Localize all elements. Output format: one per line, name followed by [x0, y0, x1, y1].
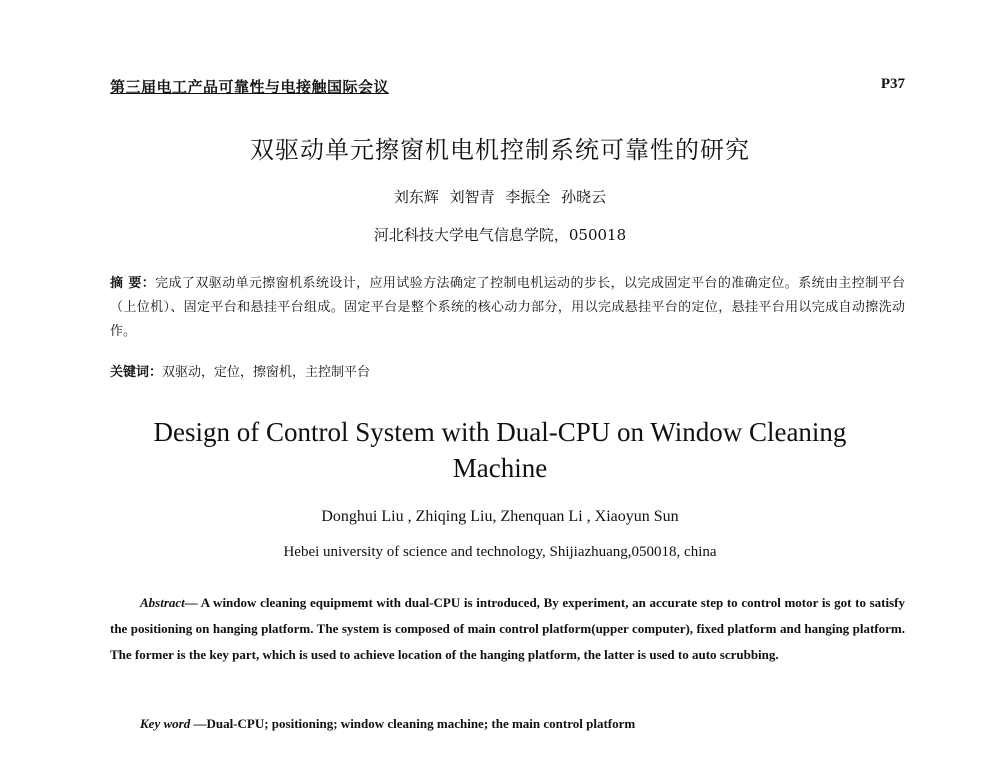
- conference-name: 第三届电工产品可靠性与电接触国际会议: [110, 78, 390, 96]
- page-number: P37: [880, 76, 905, 92]
- chinese-keywords: [110, 363, 905, 383]
- english-authors: Donghui Liu , Zhiqing Liu, Zhenquan Li , Xiaoyun Sun: [321, 508, 679, 525]
- english-abstract-label: Abstract—: [140, 595, 198, 610]
- chinese-abstract-text: 完成了双驱动单元擦窗机系统设计，应用试验方法确定了控制电机运动的步长，以完成固定平台的准确定位。系统由主控制平台（上位机）、固定平台和悬挂平台组成。固定平台是整个系统的核心动力部分，用以完成悬挂平台的定位，悬挂平台用以完成自动擦洗动作。: [110, 276, 905, 339]
- chinese-abstract-label: 摘 要：: [110, 276, 156, 291]
- chinese-title: 双驱动单元擦窗机电机控制系统可靠性的研究: [250, 136, 750, 164]
- english-abstract-text: A window cleaning equipmemt with dual-CPU is introduced, By experiment, an accurate step to control motor is got to satisfy the positioning on hanging platform. The system is composed of main control platform(upper computer), fixed platform and hanging platform. The former is the key part, which is used to achieve location of the hanging platform, the latter is used to auto scrubbing.: [110, 595, 905, 662]
- english-affiliation: Hebei university of science and technology, Shijiazhuang,050018, china: [283, 544, 717, 560]
- english-keywords-text: —Dual-CPU; positioning; window cleaning machine; the main control platform: [190, 716, 636, 731]
- chinese-abstract: [110, 272, 905, 344]
- english-keywords-label: Key word: [140, 716, 191, 731]
- chinese-affiliation: 河北科技大学电气信息学院，050018: [373, 226, 627, 244]
- running-header: [110, 76, 905, 100]
- chinese-keywords-label: 关键词：: [110, 365, 163, 380]
- english-abstract: [110, 590, 905, 668]
- english-title: Design of Control System with Dual-CPU on Window Cleaning Machine: [153, 417, 847, 483]
- chinese-authors: 刘东辉 刘智青 李振全 孙晓云: [393, 188, 607, 206]
- english-keywords: [140, 716, 905, 732]
- chinese-keywords-text: 双驱动，定位，擦窗机，主控制平台: [162, 365, 371, 380]
